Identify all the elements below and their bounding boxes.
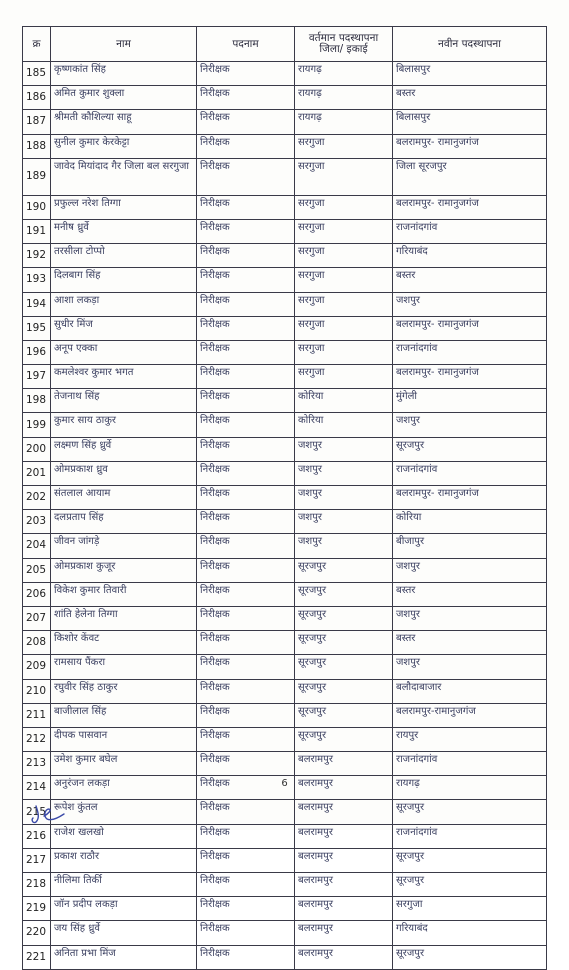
cell-post: निरीक्षक [197, 365, 295, 389]
cell-name: ओमप्रकाश कुजूर [51, 558, 197, 582]
cell-new-posting: बीजापुर [393, 534, 547, 558]
cell-serial: 190 [23, 195, 51, 219]
cell-current-posting: सूरजपुर [295, 582, 393, 606]
cell-serial: 212 [23, 727, 51, 751]
cell-new-posting: जशपुर [393, 655, 547, 679]
cell-new-posting: सूरजपुर [393, 800, 547, 824]
cell-post: निरीक्षक [197, 897, 295, 921]
cell-serial: 192 [23, 244, 51, 268]
cell-name: प्रफुल्ल नरेश तिग्गा [51, 195, 197, 219]
table-row [23, 110, 547, 134]
cell-serial: 208 [23, 631, 51, 655]
cell-current-posting: सरगुजा [295, 340, 393, 364]
cell-serial: 215 [23, 800, 51, 824]
table-row [23, 268, 547, 292]
cell-post: निरीक्षक [197, 268, 295, 292]
cell-post: निरीक्षक [197, 437, 295, 461]
cell-post: निरीक्षक [197, 921, 295, 945]
cell-new-posting: सूरजपुर [393, 945, 547, 969]
cell-name: सुनील कुमार केरकेट्टा [51, 134, 197, 158]
cell-serial: 201 [23, 461, 51, 485]
cell-new-posting: गरियाबंद [393, 921, 547, 945]
cell-post: निरीक्षक [197, 486, 295, 510]
cell-name: मनीष ध्रुर्वे [51, 219, 197, 243]
cell-new-posting: बलरामपुर- रामानुजगंज [393, 134, 547, 158]
cell-serial: 198 [23, 389, 51, 413]
table-row [23, 437, 547, 461]
table-row [23, 703, 547, 727]
cell-new-posting: बलरामपुर- रामानुजगंज [393, 316, 547, 340]
cell-post: निरीक्षक [197, 703, 295, 727]
table-row [23, 195, 547, 219]
cell-post: निरीक्षक [197, 510, 295, 534]
cell-post: निरीक्षक [197, 848, 295, 872]
signature-initials [30, 800, 76, 830]
cell-current-posting: जशपुर [295, 534, 393, 558]
cell-new-posting: सूरजपुर [393, 437, 547, 461]
cell-current-posting: जशपुर [295, 437, 393, 461]
cell-post: निरीक्षक [197, 873, 295, 897]
cell-post: निरीक्षक [197, 606, 295, 630]
header-row [23, 27, 547, 62]
cell-name: जय सिंह ध्रुर्वे [51, 921, 197, 945]
table-row [23, 389, 547, 413]
cell-post: निरीक्षक [197, 534, 295, 558]
cell-post: निरीक्षक [197, 679, 295, 703]
cell-name: उमेश कुमार बघेल [51, 752, 197, 776]
cell-new-posting: सूरजपुर [393, 873, 547, 897]
cell-current-posting: सरगुजा [295, 244, 393, 268]
cell-post: निरीक्षक [197, 134, 295, 158]
cell-current-posting: बलरामपुर [295, 776, 393, 800]
cell-serial: 217 [23, 848, 51, 872]
cell-current-posting: कोरिया [295, 389, 393, 413]
cell-current-posting: जशपुर [295, 461, 393, 485]
cell-new-posting: बलरामपुर- रामानुजगंज [393, 486, 547, 510]
table-row [23, 86, 547, 110]
table-row [23, 582, 547, 606]
cell-serial: 189 [23, 158, 51, 195]
cell-name: सुधीर मिंज [51, 316, 197, 340]
table-row [23, 800, 547, 824]
cell-current-posting: बलरामपुर [295, 921, 393, 945]
cell-post: निरीक्षक [197, 631, 295, 655]
table-row [23, 244, 547, 268]
cell-name: जॉन प्रदीप लकड़ा [51, 897, 197, 921]
header-name: नाम [51, 27, 197, 62]
cell-current-posting: सरगुजा [295, 365, 393, 389]
cell-current-posting: रायगढ़ [295, 86, 393, 110]
cell-name: तरसीला टोप्पो [51, 244, 197, 268]
cell-post: निरीक्षक [197, 340, 295, 364]
cell-new-posting: राजनांदगांव [393, 824, 547, 848]
header-post: पदनाम [197, 27, 295, 62]
cell-name: तेजनाथ सिंह [51, 389, 197, 413]
cell-new-posting: बस्तर [393, 582, 547, 606]
cell-new-posting: बलरामपुर- रामानुजगंज [393, 365, 547, 389]
cell-new-posting: रायपुर [393, 727, 547, 751]
cell-current-posting: सूरजपुर [295, 703, 393, 727]
header-new-posting: नवीन पदस्थापना [393, 27, 547, 62]
cell-new-posting: रायगढ़ [393, 776, 547, 800]
cell-name: राजेश खलखो [51, 824, 197, 848]
cell-serial: 209 [23, 655, 51, 679]
cell-new-posting: कोरिया [393, 510, 547, 534]
cell-name: नीलिमा तिर्की [51, 873, 197, 897]
cell-new-posting: बस्तर [393, 268, 547, 292]
cell-current-posting: सूरजपुर [295, 558, 393, 582]
table-row [23, 873, 547, 897]
cell-new-posting: जशपुर [393, 292, 547, 316]
cell-name: दिलबाग सिंह [51, 268, 197, 292]
table-row [23, 679, 547, 703]
table-header [23, 27, 547, 62]
cell-post: निरीक्षक [197, 158, 295, 195]
cell-name: दलप्रताप सिंह [51, 510, 197, 534]
table-body [23, 62, 547, 970]
page-number: 6 [281, 778, 288, 789]
cell-name: अनिता प्रभा मिंज [51, 945, 197, 969]
cell-new-posting: बलरामपुर- रामानुजगंज [393, 195, 547, 219]
table-row [23, 62, 547, 86]
cell-new-posting: राजनांदगांव [393, 219, 547, 243]
cell-post: निरीक्षक [197, 389, 295, 413]
cell-post: निरीक्षक [197, 413, 295, 437]
header-current-posting: वर्तमान पदस्थापना जिला/ इकाई [295, 27, 393, 62]
cell-current-posting: बलरामपुर [295, 848, 393, 872]
table-row [23, 606, 547, 630]
cell-new-posting: बिलासपुर [393, 62, 547, 86]
cell-name: अनुरंजन लकड़ा [51, 776, 197, 800]
table-row [23, 365, 547, 389]
cell-post: निरीक्षक [197, 655, 295, 679]
cell-new-posting: राजनांदगांव [393, 752, 547, 776]
table-row [23, 292, 547, 316]
cell-serial: 188 [23, 134, 51, 158]
cell-current-posting: सरगुजा [295, 292, 393, 316]
cell-post: निरीक्षक [197, 244, 295, 268]
cell-name: जावेद मियांदाद गैर जिला बल सरगुजा [51, 158, 197, 195]
cell-name: दीपक पासवान [51, 727, 197, 751]
cell-current-posting: सूरजपुर [295, 679, 393, 703]
cell-new-posting: राजनांदगांव [393, 461, 547, 485]
cell-serial: 211 [23, 703, 51, 727]
cell-post: निरीक्षक [197, 824, 295, 848]
table-row [23, 655, 547, 679]
cell-new-posting: जशपुर [393, 558, 547, 582]
cell-new-posting: राजनांदगांव [393, 340, 547, 364]
cell-new-posting: बलरामपुर-रामानुजगंज [393, 703, 547, 727]
cell-name: विकेश कुमार तिवारी [51, 582, 197, 606]
table-row [23, 413, 547, 437]
cell-serial: 206 [23, 582, 51, 606]
cell-current-posting: सरगुजा [295, 316, 393, 340]
cell-current-posting: जशपुर [295, 510, 393, 534]
cell-serial: 200 [23, 437, 51, 461]
cell-serial: 219 [23, 897, 51, 921]
cell-post: निरीक्षक [197, 582, 295, 606]
cell-name: कमलेश्वर कुमार भगत [51, 365, 197, 389]
cell-post: निरीक्षक [197, 800, 295, 824]
cell-serial: 220 [23, 921, 51, 945]
table-row [23, 631, 547, 655]
cell-current-posting: सरगुजा [295, 158, 393, 195]
cell-serial: 204 [23, 534, 51, 558]
cell-serial: 185 [23, 62, 51, 86]
cell-name: श्रीमती कौशिल्या साहू [51, 110, 197, 134]
cell-serial: 216 [23, 824, 51, 848]
table-row [23, 158, 547, 195]
table-row [23, 510, 547, 534]
cell-current-posting: रायगढ़ [295, 110, 393, 134]
cell-post: निरीक्षक [197, 776, 295, 800]
cell-serial: 199 [23, 413, 51, 437]
cell-current-posting: सूरजपुर [295, 655, 393, 679]
cell-name: अनूप एक्का [51, 340, 197, 364]
cell-new-posting: जशपुर [393, 606, 547, 630]
cell-serial: 205 [23, 558, 51, 582]
cell-new-posting: गरियाबंद [393, 244, 547, 268]
cell-post: निरीक्षक [197, 62, 295, 86]
cell-serial: 213 [23, 752, 51, 776]
cell-new-posting: बस्तर [393, 631, 547, 655]
cell-serial: 221 [23, 945, 51, 969]
cell-current-posting: सूरजपुर [295, 606, 393, 630]
cell-name: कृष्णकांत सिंह [51, 62, 197, 86]
cell-current-posting: सरगुजा [295, 195, 393, 219]
cell-serial: 210 [23, 679, 51, 703]
cell-current-posting: बलरामपुर [295, 897, 393, 921]
cell-new-posting: बलौदाबाजार [393, 679, 547, 703]
cell-name: संतलाल आयाम [51, 486, 197, 510]
table-row [23, 727, 547, 751]
table-row [23, 534, 547, 558]
table-row [23, 558, 547, 582]
cell-current-posting: सूरजपुर [295, 727, 393, 751]
transfer-table [22, 26, 547, 970]
cell-post: निरीक्षक [197, 558, 295, 582]
table-row [23, 824, 547, 848]
cell-name: आशा लकड़ा [51, 292, 197, 316]
cell-new-posting: मुंगेली [393, 389, 547, 413]
cell-new-posting: जशपुर [393, 413, 547, 437]
cell-serial: 203 [23, 510, 51, 534]
cell-name: रामसाय पैंकरा [51, 655, 197, 679]
table-row [23, 461, 547, 485]
cell-name: शांति हेलेना तिग्गा [51, 606, 197, 630]
table-row [23, 219, 547, 243]
cell-serial: 193 [23, 268, 51, 292]
table-row [23, 316, 547, 340]
cell-current-posting: सरगुजा [295, 134, 393, 158]
cell-serial: 214 [23, 776, 51, 800]
cell-serial: 197 [23, 365, 51, 389]
cell-current-posting: बलरामपुर [295, 824, 393, 848]
cell-post: निरीक्षक [197, 945, 295, 969]
cell-post: निरीक्षक [197, 316, 295, 340]
cell-current-posting: बलरामपुर [295, 945, 393, 969]
cell-name: बाजीलाल सिंह [51, 703, 197, 727]
cell-serial: 202 [23, 486, 51, 510]
cell-name: प्रकाश राठौर [51, 848, 197, 872]
cell-post: निरीक्षक [197, 86, 295, 110]
table-row [23, 945, 547, 969]
cell-name: कुमार साय ठाकुर [51, 413, 197, 437]
cell-new-posting: सूरजपुर [393, 848, 547, 872]
cell-post: निरीक्षक [197, 461, 295, 485]
cell-name: लक्ष्मण सिंह ध्रुर्वे [51, 437, 197, 461]
cell-current-posting: सरगुजा [295, 268, 393, 292]
cell-current-posting: रायगढ़ [295, 62, 393, 86]
cell-name: रूपेश कुंतल [51, 800, 197, 824]
table-row [23, 848, 547, 872]
cell-post: निरीक्षक [197, 727, 295, 751]
table-row [23, 921, 547, 945]
table-row [23, 134, 547, 158]
cell-serial: 186 [23, 86, 51, 110]
cell-current-posting: बलरामपुर [295, 800, 393, 824]
cell-current-posting: बलरामपुर [295, 873, 393, 897]
table-row [23, 752, 547, 776]
cell-serial: 191 [23, 219, 51, 243]
cell-serial: 218 [23, 873, 51, 897]
table-row [23, 340, 547, 364]
cell-post: निरीक्षक [197, 752, 295, 776]
cell-name: जीवन जांगड़े [51, 534, 197, 558]
signature-mark [30, 800, 76, 826]
cell-current-posting: कोरिया [295, 413, 393, 437]
cell-serial: 187 [23, 110, 51, 134]
cell-name: किशोर केंवट [51, 631, 197, 655]
cell-current-posting: सूरजपुर [295, 631, 393, 655]
cell-current-posting: सरगुजा [295, 219, 393, 243]
cell-new-posting: बस्तर [393, 86, 547, 110]
cell-current-posting: जशपुर [295, 486, 393, 510]
table-row [23, 897, 547, 921]
cell-serial: 196 [23, 340, 51, 364]
cell-name: ओमप्रकाश ध्रुव [51, 461, 197, 485]
header-serial: क्र [23, 27, 51, 62]
cell-serial: 195 [23, 316, 51, 340]
cell-new-posting: जिला सूरजपुर [393, 158, 547, 195]
cell-serial: 207 [23, 606, 51, 630]
cell-name: अमित कुमार शुक्ला [51, 86, 197, 110]
cell-post: निरीक्षक [197, 219, 295, 243]
cell-post: निरीक्षक [197, 195, 295, 219]
cell-new-posting: सरगुजा [393, 897, 547, 921]
cell-current-posting: बलरामपुर [295, 752, 393, 776]
cell-new-posting: बिलासपुर [393, 110, 547, 134]
cell-serial: 194 [23, 292, 51, 316]
cell-post: निरीक्षक [197, 292, 295, 316]
cell-name: रघुवीर सिंह ठाकुर [51, 679, 197, 703]
cell-post: निरीक्षक [197, 110, 295, 134]
table-row [23, 486, 547, 510]
